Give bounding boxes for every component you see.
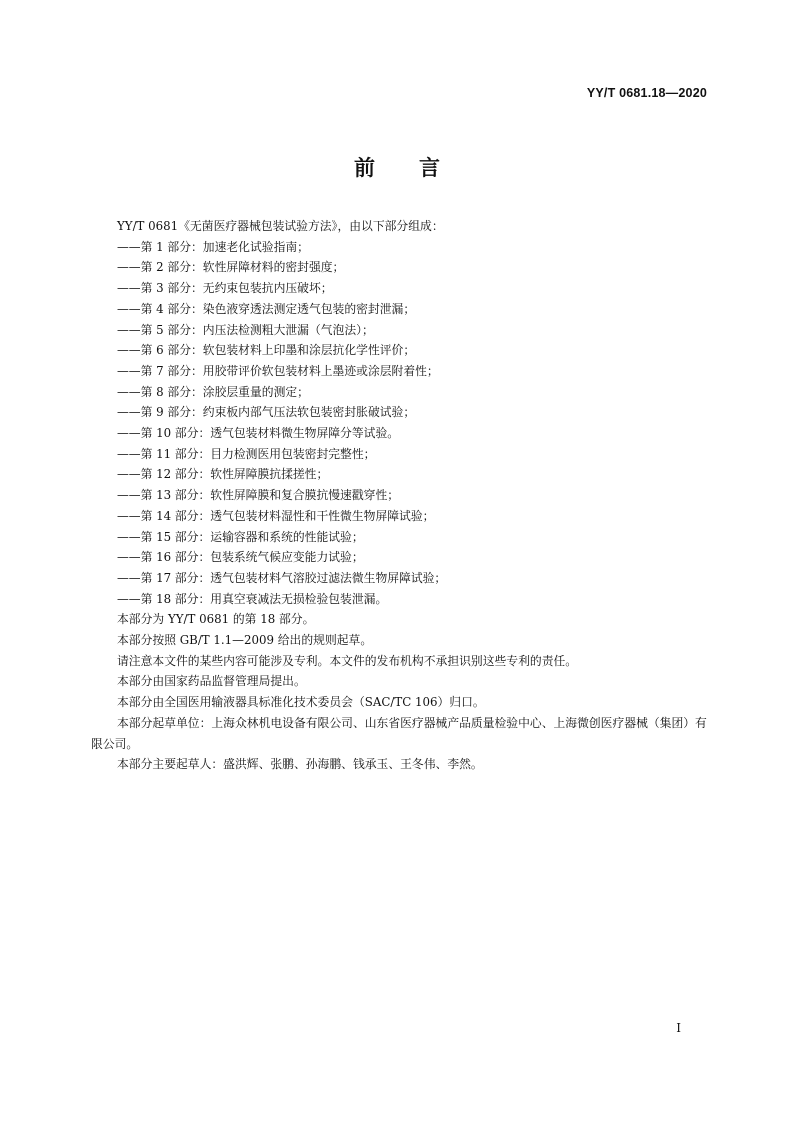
list-item: ——第 9 部分：约束板内部气压法软包装密封胀破试验；: [117, 405, 416, 420]
list-item: ——第 18 部分：用真空衰减法无损检验包装泄漏。: [117, 591, 388, 606]
list-item: ——第 2 部分：软性屏障材料的密封强度；: [117, 260, 345, 275]
parts-list: [91, 237, 707, 610]
list-item: ——第 5 部分：内压法检测粗大泄漏（气泡法）；: [117, 322, 374, 337]
list-item: ——第 3 部分：无约束包装抗内压破坏；: [117, 281, 333, 296]
list-item: ——第 10 部分：透气包装材料微生物屏障分等试验。: [117, 426, 400, 441]
list-item: ——第 4 部分：染色液穿透法测定透气包装的密封泄漏；: [117, 301, 416, 316]
document-body: [91, 216, 707, 775]
list-item: ——第 12 部分：软性屏障膜抗揉搓性；: [117, 467, 329, 482]
drafters-statement: 本部分主要起草人：盛洪辉、张鹏、孙海鹏、钱承玉、王冬伟、李然。: [117, 757, 483, 772]
page-title: 前言: [354, 156, 484, 180]
drafting-units-statement: 本部分起草单位：上海众林机电设备有限公司、山东省医疗器械产品质量检验中心、上海微创医疗器械（集团）有限公司。: [91, 715, 707, 751]
page-number: I: [676, 1021, 681, 1035]
standard-code: YY/T 0681.18—2020: [586, 86, 707, 100]
list-item: ——第 15 部分：运输容器和系统的性能试验；: [117, 529, 364, 544]
list-item: ——第 16 部分：包装系统气候应变能力试验；: [117, 550, 364, 565]
list-item: ——第 14 部分：透气包装材料湿性和干性微生物屏障试验；: [117, 508, 435, 523]
drafting-rules-statement: 本部分按照 GB/T 1.1—2009 给出的规则起草。: [117, 633, 373, 648]
centralized-by-statement: 本部分由全国医用输液器具标准化技术委员会（SAC/TC 106）归口。: [117, 695, 485, 710]
proposed-by-statement: 本部分由国家药品监督管理局提出。: [117, 674, 306, 689]
list-item: ——第 17 部分：透气包装材料气溶胶过滤法微生物屏障试验；: [117, 570, 447, 585]
patent-notice: 请注意本文件的某些内容可能涉及专利。本文件的发布机构不承担识别这些专利的责任。: [117, 653, 578, 668]
list-item: ——第 6 部分：软包装材料上印墨和涂层抗化学性评价；: [117, 343, 416, 358]
intro-paragraph: YY/T 0681《无菌医疗器械包装试验方法》，由以下部分组成：: [117, 219, 444, 233]
list-item: ——第 13 部分：软性屏障膜和复合膜抗慢速戳穿性；: [117, 488, 400, 503]
list-item: ——第 11 部分：目力检测医用包装密封完整性；: [117, 446, 376, 461]
list-item: ——第 8 部分：涂胶层重量的测定；: [117, 384, 309, 399]
list-item: ——第 7 部分：用胶带评价软包装材料上墨迹或涂层附着性；: [117, 363, 439, 378]
list-item: ——第 1 部分：加速老化试验指南；: [117, 239, 309, 254]
part-of-statement: 本部分为 YY/T 0681 的第 18 部分。: [117, 612, 315, 627]
